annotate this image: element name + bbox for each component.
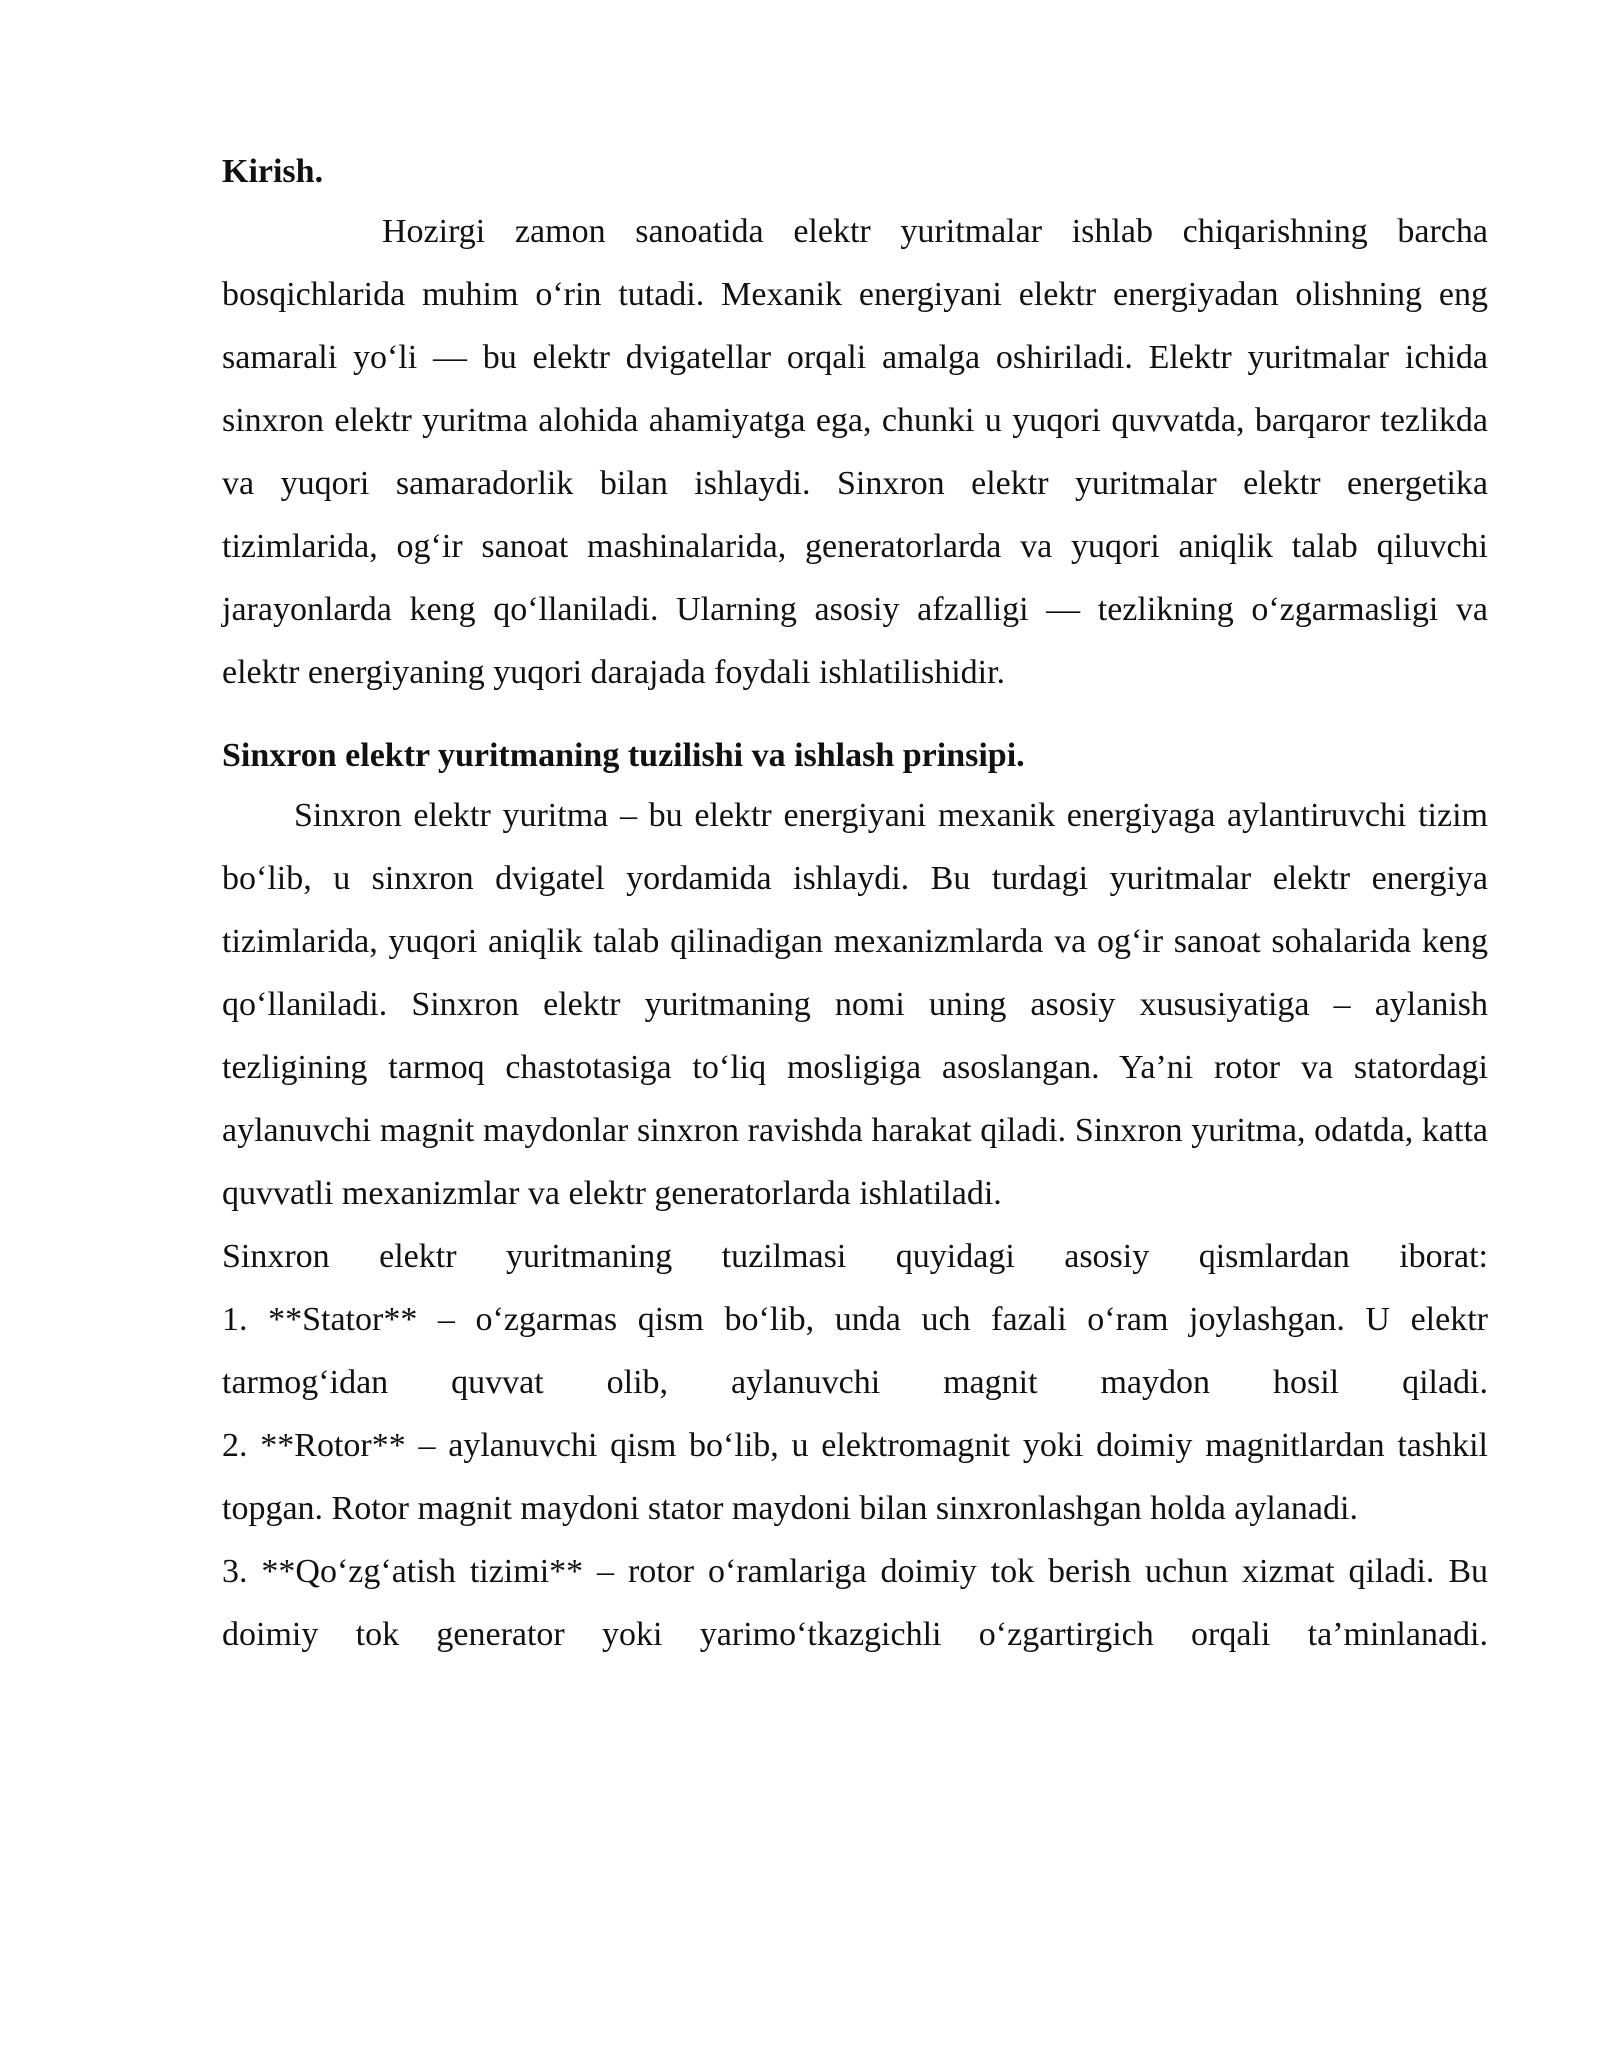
structure-list	[222, 1225, 1488, 1666]
section-heading: Sinxron elektr yuritmaning tuzilishi va ishlash prinsipi.	[222, 737, 1025, 774]
document-page	[222, 144, 1488, 1666]
intro-heading: Kirish.	[222, 153, 324, 190]
list-item-rotor: 2. **Rotor** – aylanuvchi qism bo‘lib, u elektromagnit yoki doimiy magnitlardan tashkil topgan. Rotor magnit maydoni stator maydoni bilan sinxronlashgan holda aylanadi.	[222, 1427, 1488, 1527]
structure-intro: Sinxron elektr yuritmaning tuzilmasi quyidagi asosiy qismlardan iborat:	[222, 1238, 1488, 1275]
list-item-stator: 1. **Stator** – o‘zgarmas qism bo‘lib, unda uch fazali o‘ram joylashgan. U elektr tarmog‘idan quvvat olib, aylanuvchi magnit maydon hosil qiladi.	[222, 1301, 1488, 1401]
list-item-excitation: 3. **Qo‘zg‘atish tizimi** – rotor o‘ramlariga doimiy tok berish uchun xizmat qiladi. Bu doimiy tok generator yoki yarimo‘tkazgichli o‘zgartirgich orqali ta’minlanadi.	[222, 1553, 1488, 1653]
intro-paragraph: Hozirgi zamon sanoatida elektr yuritmalar ishlab chiqarishning barcha bosqichlarida muhim o‘rin tutadi. Mexanik energiyani elektr energiyadan olishning eng samarali yo‘li — bu elektr dvigatellar orqali amalga oshiriladi. Elektr yuritmalar ichida sinxron elektr yuritma alohida ahamiyatga ega, chunki u yuqori quvvatda, barqaror tezlikda va yuqori samaradorlik bilan ishlaydi. Sinxron elektr yuritmalar elektr energetika tizimlarida, og‘ir sanoat mashinalarida, generatorlarda va yuqori aniqlik talab qiluvchi jarayonlarda keng qo‘llaniladi. Ularning asosiy afzalligi — tezlikning o‘zgarmasligi va elektr energiyaning yuqori darajada foydali ishlatilishidir.	[222, 213, 1488, 691]
section-paragraph: Sinxron elektr yuritma – bu elektr energiyani mexanik energiyaga aylantiruvchi tizim bo‘lib, u sinxron dvigatel yordamida ishlaydi. Bu turdagi yuritmalar elektr energiya tizimlarida, yuqori aniqlik talab qilinadigan mexanizmlarda va og‘ir sanoat sohalarida keng qo‘llaniladi. Sinxron elektr yuritmaning nomi uning asosiy xususiyatiga – aylanish tezligining tarmoq chastotasiga to‘liq mosligiga asoslangan. Ya’ni rotor va statordagi aylanuvchi magnit maydonlar sinxron ravishda harakat qiladi. Sinxron yuritma, odatda, katta quvvatli mexanizmlar va elektr generatorlarda ishlatiladi.	[222, 797, 1488, 1212]
